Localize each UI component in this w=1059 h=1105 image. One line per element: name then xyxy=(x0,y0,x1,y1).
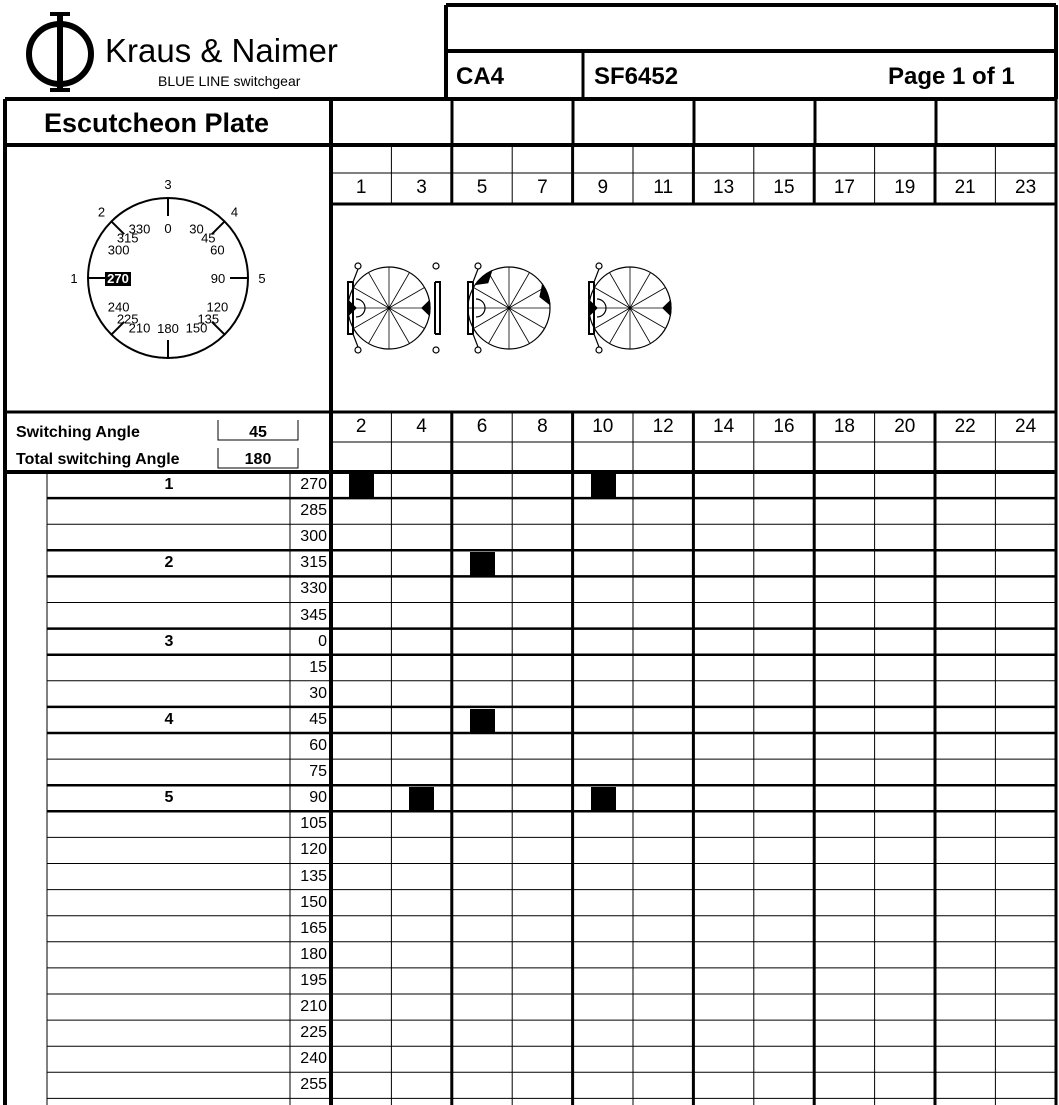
angle-value: 315 xyxy=(300,554,327,572)
dial-angle-label: 60 xyxy=(210,242,225,258)
dial-angle-label: 30 xyxy=(189,221,204,237)
angle-value: 135 xyxy=(300,867,327,885)
escutcheon-dial xyxy=(40,160,290,400)
dial-angle-label: 210 xyxy=(128,320,151,336)
angle-value: 210 xyxy=(300,998,327,1015)
dial-position-label: 4 xyxy=(230,204,239,220)
terminal-3: 3 xyxy=(416,177,427,198)
logo-brand: Kraus & Naimer xyxy=(105,32,338,69)
dial-angle-label: 0 xyxy=(164,221,172,236)
dial-position-label: 1 xyxy=(70,271,78,286)
angle-value: 0 xyxy=(318,632,327,650)
page-indicator: Page 1 of 1 xyxy=(888,63,1015,90)
angle-value: 15 xyxy=(309,658,327,676)
angle-value: 75 xyxy=(309,763,327,781)
angle-boxes xyxy=(216,418,302,470)
logo-phi-icon xyxy=(20,10,100,94)
terminal-17: 17 xyxy=(833,177,855,198)
position-label: 5 xyxy=(164,789,174,807)
terminal-4: 4 xyxy=(416,416,427,437)
terminal-21: 21 xyxy=(954,177,976,198)
dial-angle-label: 90 xyxy=(210,271,226,286)
position-label: 4 xyxy=(164,710,174,728)
dial-angle-label: 300 xyxy=(107,242,130,258)
terminal-15: 15 xyxy=(773,177,795,198)
dial-angle-label: 225 xyxy=(116,311,139,327)
dial-angle-label: 120 xyxy=(206,299,229,315)
series-code: CA4 xyxy=(456,63,505,90)
total-angle-value: 180 xyxy=(244,451,272,468)
angle-value: 60 xyxy=(309,737,327,754)
angle-value: 165 xyxy=(300,919,327,937)
contact-closed-mark xyxy=(591,474,616,498)
terminal-23: 23 xyxy=(1015,177,1037,198)
switching-angle-label: Switching Angle xyxy=(16,424,140,441)
angle-value: 300 xyxy=(300,528,327,546)
dial-angle-label: 240 xyxy=(107,299,130,315)
dial-position-label: 5 xyxy=(258,271,266,286)
terminal-12: 12 xyxy=(652,416,674,437)
terminal-5: 5 xyxy=(476,177,488,198)
dial-angle-label: 315 xyxy=(116,230,139,246)
dial-angle-label: 45 xyxy=(201,230,216,246)
contact-closed-mark xyxy=(470,552,495,576)
dial-angle-label: 330 xyxy=(128,221,151,237)
dial-angle-label: 135 xyxy=(197,311,220,327)
dial-position-label: 2 xyxy=(97,204,106,220)
terminal-18: 18 xyxy=(833,416,855,437)
dial-angle-label: 150 xyxy=(185,320,208,336)
angle-value: 345 xyxy=(300,606,327,624)
angle-value: 240 xyxy=(300,1050,327,1068)
terminal-8: 8 xyxy=(537,416,548,437)
switching-angle-value: 45 xyxy=(249,424,267,441)
dial-angle-label: 270 xyxy=(107,271,129,286)
section-title: Escutcheon Plate xyxy=(44,108,270,138)
angle-value: 180 xyxy=(300,945,327,963)
angle-value: 30 xyxy=(309,684,327,702)
terminal-13: 13 xyxy=(713,177,735,198)
terminal-6: 6 xyxy=(476,416,488,437)
terminal-10: 10 xyxy=(592,416,614,437)
terminal-2: 2 xyxy=(355,416,367,437)
contact-closed-mark xyxy=(409,787,434,811)
total-angle-label: Total switching Angle xyxy=(16,451,180,468)
position-label: 3 xyxy=(164,632,174,650)
angle-value: 255 xyxy=(300,1076,327,1094)
terminal-24: 24 xyxy=(1015,416,1037,437)
terminal-11: 11 xyxy=(653,177,674,198)
terminal-16: 16 xyxy=(773,416,795,437)
logo-tagline: BLUE LINE switchgear xyxy=(158,73,301,89)
terminal-7: 7 xyxy=(537,177,548,198)
position-label: 1 xyxy=(164,476,174,493)
terminal-22: 22 xyxy=(954,416,976,437)
part-number: SF6452 xyxy=(594,63,679,90)
terminal-9: 9 xyxy=(597,177,609,198)
angle-value: 45 xyxy=(309,710,327,728)
angle-value: 195 xyxy=(300,971,327,989)
contact-closed-mark xyxy=(470,709,495,733)
dial-position-label: 3 xyxy=(164,177,172,192)
angle-value: 270 xyxy=(300,476,327,493)
terminal-19: 19 xyxy=(894,177,916,198)
angle-value: 225 xyxy=(300,1024,327,1042)
terminal-20: 20 xyxy=(894,416,916,437)
contact-closed-mark xyxy=(591,787,616,811)
angle-value: 150 xyxy=(300,893,327,911)
dial-angle-label: 180 xyxy=(157,321,179,336)
angle-value: 330 xyxy=(300,580,327,598)
angle-value: 105 xyxy=(300,815,327,833)
angle-value: 120 xyxy=(300,841,327,859)
terminal-1: 1 xyxy=(355,177,367,198)
angle-value: 90 xyxy=(309,789,327,807)
contact-diagram xyxy=(331,204,1056,412)
angle-value: 285 xyxy=(300,502,327,520)
terminal-14: 14 xyxy=(713,416,735,437)
position-label: 2 xyxy=(164,554,174,572)
contact-closed-mark xyxy=(349,474,374,498)
